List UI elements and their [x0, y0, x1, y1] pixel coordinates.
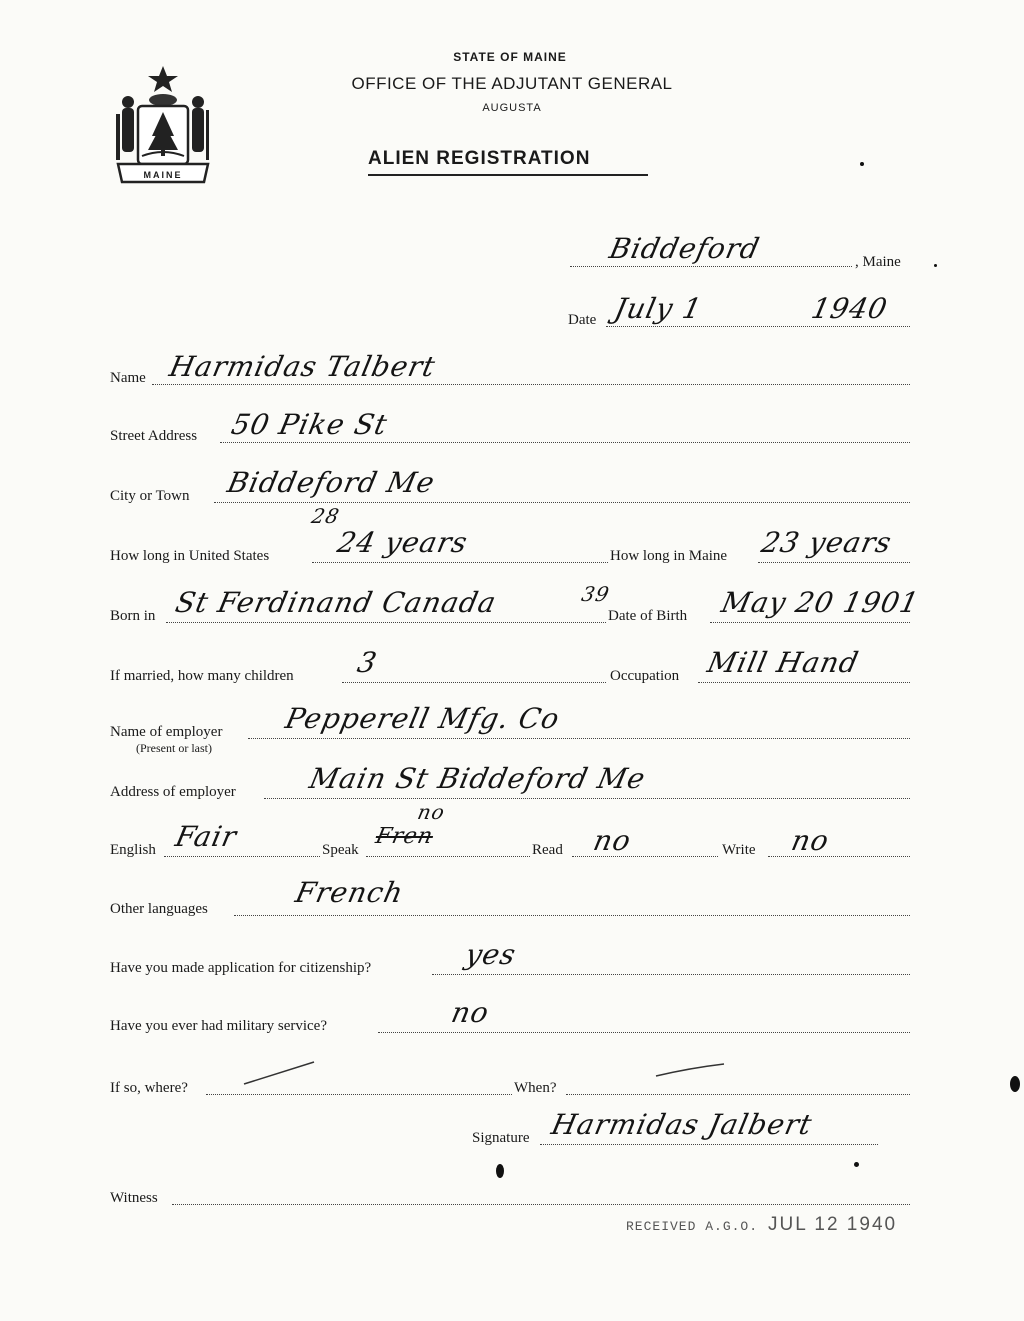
employer-address-label: Address of employer: [110, 784, 236, 800]
dob-line: [710, 622, 910, 623]
date-value: July 1: [611, 292, 706, 325]
when-dash-mark: [650, 1058, 730, 1084]
place-suffix: , Maine: [855, 254, 901, 270]
read-label: Read: [532, 842, 563, 858]
received-stamp: [626, 1214, 897, 1236]
city-line: [214, 502, 910, 503]
where-dash-mark: [240, 1058, 320, 1088]
military-line: [378, 1032, 910, 1033]
other-languages-line: [234, 915, 910, 916]
citizenship-label: Have you made application for citizenship?: [110, 960, 372, 976]
children-label: If married, how many children: [110, 668, 294, 684]
english-value: Fair: [172, 820, 241, 853]
form-title: ALIEN REGISTRATION: [368, 148, 648, 176]
speak-value: Fren: [373, 824, 436, 849]
signature-label: Signature: [472, 1130, 530, 1146]
name-label: Name: [110, 370, 146, 386]
born-value: St Ferdinand Canada: [172, 586, 500, 619]
us-label: How long in United States: [110, 548, 270, 564]
ink-dot: [934, 264, 937, 267]
employer-address-value: Main St Biddeford Me: [306, 762, 649, 795]
street-line: [220, 442, 910, 443]
street-label: Street Address: [110, 428, 198, 444]
seal-banner-text: MAINE: [143, 170, 183, 180]
place-value: Biddeford: [606, 232, 763, 265]
date-label: Date: [568, 312, 597, 328]
born-note: 39: [579, 582, 613, 606]
us-line: [312, 562, 608, 563]
military-value: no: [448, 996, 493, 1029]
other-languages-value: French: [292, 876, 407, 909]
stamp-date: JUL 12 1940: [768, 1214, 898, 1235]
other-languages-label: Other languages: [110, 901, 208, 917]
date-line: [606, 326, 910, 327]
ink-dot: [860, 162, 864, 166]
city-value: Biddeford Me: [224, 466, 439, 499]
english-label: English: [110, 842, 156, 858]
us-value: 24 years: [334, 526, 471, 559]
header-state: STATE OF MAINE: [453, 50, 567, 64]
citizenship-value: yes: [462, 938, 520, 971]
citizenship-line: [432, 974, 910, 975]
maine-label: How long in Maine: [610, 548, 728, 564]
where-label: If so, where?: [110, 1080, 188, 1096]
name-line: [152, 384, 910, 385]
dob-value: May 20 1901: [718, 586, 923, 619]
maine-value: 23 years: [758, 526, 895, 559]
date-year: 1940: [808, 292, 891, 325]
header-office: OFFICE OF THE ADJUTANT GENERAL: [351, 74, 673, 93]
witness-line: [172, 1204, 910, 1205]
employer-line: [248, 738, 910, 739]
occupation-value: Mill Hand: [704, 646, 863, 679]
military-label: Have you ever had military service?: [110, 1018, 327, 1034]
write-label: Write: [722, 842, 756, 858]
stamp-text: RECEIVED A.G.O.: [626, 1219, 759, 1234]
children-line: [342, 682, 606, 683]
children-value: 3: [354, 646, 381, 679]
dob-label: Date of Birth: [608, 608, 688, 624]
ink-blot: [496, 1164, 504, 1178]
maine-line: [758, 562, 910, 563]
speak-label: Speak: [322, 842, 359, 858]
witness-label: Witness: [110, 1190, 158, 1206]
write-value: no: [788, 824, 833, 857]
born-line: [166, 622, 606, 623]
english-line: [164, 856, 320, 857]
signature-value: Harmidas Jalbert: [548, 1108, 816, 1141]
read-value: no: [590, 824, 635, 857]
signature-line: [540, 1144, 878, 1145]
street-value: 50 Pike St: [228, 408, 391, 441]
occupation-label: Occupation: [610, 668, 680, 684]
employer-label: Name of employer: [110, 724, 223, 740]
name-value: Harmidas Talbert: [166, 350, 439, 383]
place-line: [570, 266, 852, 267]
born-label: Born in: [110, 608, 156, 624]
ink-dot: [854, 1162, 859, 1167]
header-city: AUGUSTA: [482, 102, 542, 114]
occupation-line: [698, 682, 910, 683]
speak-line: [366, 856, 530, 857]
us-correction: 28: [309, 504, 343, 528]
ink-dot: [1010, 1076, 1020, 1092]
employer-sublabel: (Present or last): [136, 741, 212, 755]
city-label: City or Town: [110, 488, 190, 504]
speak-correction: no: [415, 800, 448, 824]
where-line: [206, 1094, 512, 1095]
when-label: When?: [514, 1080, 557, 1096]
employer-address-line: [264, 798, 910, 799]
employer-value: Pepperell Mfg. Co: [282, 702, 563, 735]
when-line: [566, 1094, 910, 1095]
